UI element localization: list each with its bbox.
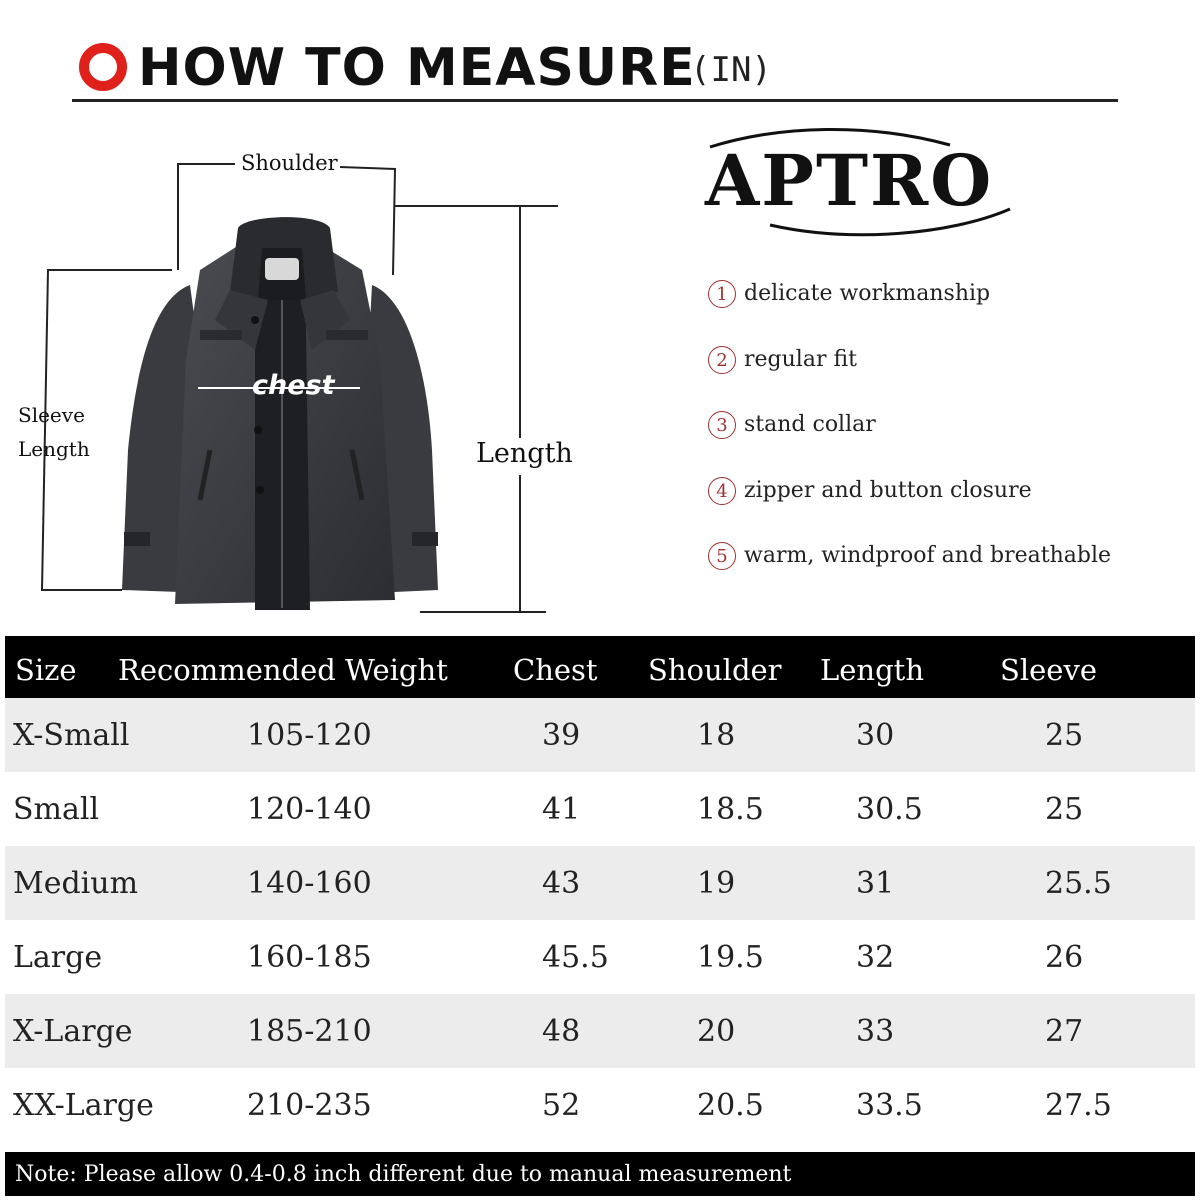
coat-illustration bbox=[122, 217, 438, 610]
cell-sleeve: 25 bbox=[1045, 718, 1084, 753]
cell-weight: 160-185 bbox=[247, 940, 372, 975]
cell-size: X-Small bbox=[13, 718, 130, 753]
unit-label: (IN) bbox=[690, 50, 772, 90]
cell-size: X-Large bbox=[13, 1014, 133, 1049]
table-row bbox=[5, 846, 1195, 920]
cell-length: 32 bbox=[856, 940, 895, 975]
column-header-sleeve: Sleeve bbox=[1000, 653, 1098, 687]
cell-length: 33 bbox=[856, 1014, 895, 1049]
cell-chest: 45.5 bbox=[542, 940, 609, 975]
chest-label: chest bbox=[252, 370, 335, 401]
feature-number-badge: 3 bbox=[708, 411, 736, 439]
measurement-note: Note: Please allow 0.4-0.8 inch different due to manual measurement bbox=[15, 1162, 792, 1187]
feature-number-badge: 2 bbox=[708, 346, 736, 374]
cell-sleeve: 25 bbox=[1045, 792, 1084, 827]
red-ring-icon bbox=[78, 42, 128, 92]
feature-item bbox=[708, 477, 1188, 543]
feature-number-badge: 5 bbox=[708, 542, 736, 570]
cell-weight: 140-160 bbox=[247, 866, 372, 901]
column-header-weight: Recommended Weight bbox=[118, 653, 448, 687]
page-header bbox=[0, 0, 1200, 110]
cell-chest: 39 bbox=[542, 718, 581, 753]
feature-number-badge: 4 bbox=[708, 477, 736, 505]
table-row bbox=[5, 920, 1195, 994]
cell-size: Medium bbox=[13, 866, 139, 901]
cell-weight: 105-120 bbox=[247, 718, 372, 753]
sleeve-length-label bbox=[18, 398, 90, 466]
cell-shoulder: 18 bbox=[697, 718, 736, 753]
cell-shoulder: 19 bbox=[697, 866, 736, 901]
column-header-length: Length bbox=[820, 653, 924, 687]
cell-size: XX-Large bbox=[13, 1088, 154, 1123]
table-row bbox=[5, 772, 1195, 846]
feature-item bbox=[708, 411, 1188, 477]
brand-logo: APTRO bbox=[705, 139, 994, 222]
cell-length: 33.5 bbox=[856, 1088, 923, 1123]
cell-shoulder: 20.5 bbox=[697, 1088, 764, 1123]
table-header-row bbox=[5, 636, 1195, 698]
size-chart-table bbox=[5, 636, 1195, 1142]
cell-length: 30.5 bbox=[856, 792, 923, 827]
cell-chest: 52 bbox=[542, 1088, 581, 1123]
cell-chest: 43 bbox=[542, 866, 581, 901]
table-row bbox=[5, 698, 1195, 772]
page-title: HOW TO MEASURE bbox=[138, 38, 696, 98]
feature-text: delicate workmanship bbox=[744, 281, 991, 306]
feature-text: warm, windproof and breathable bbox=[744, 543, 1112, 568]
cell-sleeve: 25.5 bbox=[1045, 866, 1112, 901]
cell-length: 30 bbox=[856, 718, 895, 753]
cell-weight: 210-235 bbox=[247, 1088, 372, 1123]
feature-item bbox=[708, 346, 1188, 412]
cell-size: Small bbox=[13, 792, 100, 827]
sleeve-label-line1: Sleeve bbox=[18, 403, 85, 427]
sleeve-label-line2: Length bbox=[18, 437, 90, 461]
feature-item bbox=[708, 542, 1188, 608]
column-header-chest: Chest bbox=[513, 653, 598, 687]
cell-chest: 41 bbox=[542, 792, 581, 827]
feature-text: regular fit bbox=[744, 346, 857, 372]
cell-sleeve: 26 bbox=[1045, 940, 1084, 975]
header-divider bbox=[72, 99, 1118, 102]
shoulder-label: Shoulder bbox=[241, 151, 338, 175]
feature-text: stand collar bbox=[744, 412, 876, 437]
cell-shoulder: 20 bbox=[697, 1014, 736, 1049]
column-header-size: Size bbox=[15, 653, 77, 687]
cell-sleeve: 27 bbox=[1045, 1014, 1084, 1049]
feature-item bbox=[708, 280, 1188, 346]
length-label: Length bbox=[476, 438, 573, 469]
table-row bbox=[5, 994, 1195, 1068]
cell-shoulder: 18.5 bbox=[697, 792, 764, 827]
cell-shoulder: 19.5 bbox=[697, 940, 764, 975]
feature-text: zipper and button closure bbox=[744, 477, 1032, 503]
feature-list bbox=[708, 280, 1188, 608]
cell-weight: 120-140 bbox=[247, 792, 372, 827]
feature-number-badge: 1 bbox=[708, 280, 736, 308]
cell-size: Large bbox=[13, 940, 103, 975]
cell-weight: 185-210 bbox=[247, 1014, 372, 1049]
cell-chest: 48 bbox=[542, 1014, 581, 1049]
column-header-shoulder: Shoulder bbox=[648, 653, 782, 687]
table-row bbox=[5, 1068, 1195, 1142]
cell-length: 31 bbox=[856, 866, 895, 901]
cell-sleeve: 27.5 bbox=[1045, 1088, 1112, 1123]
